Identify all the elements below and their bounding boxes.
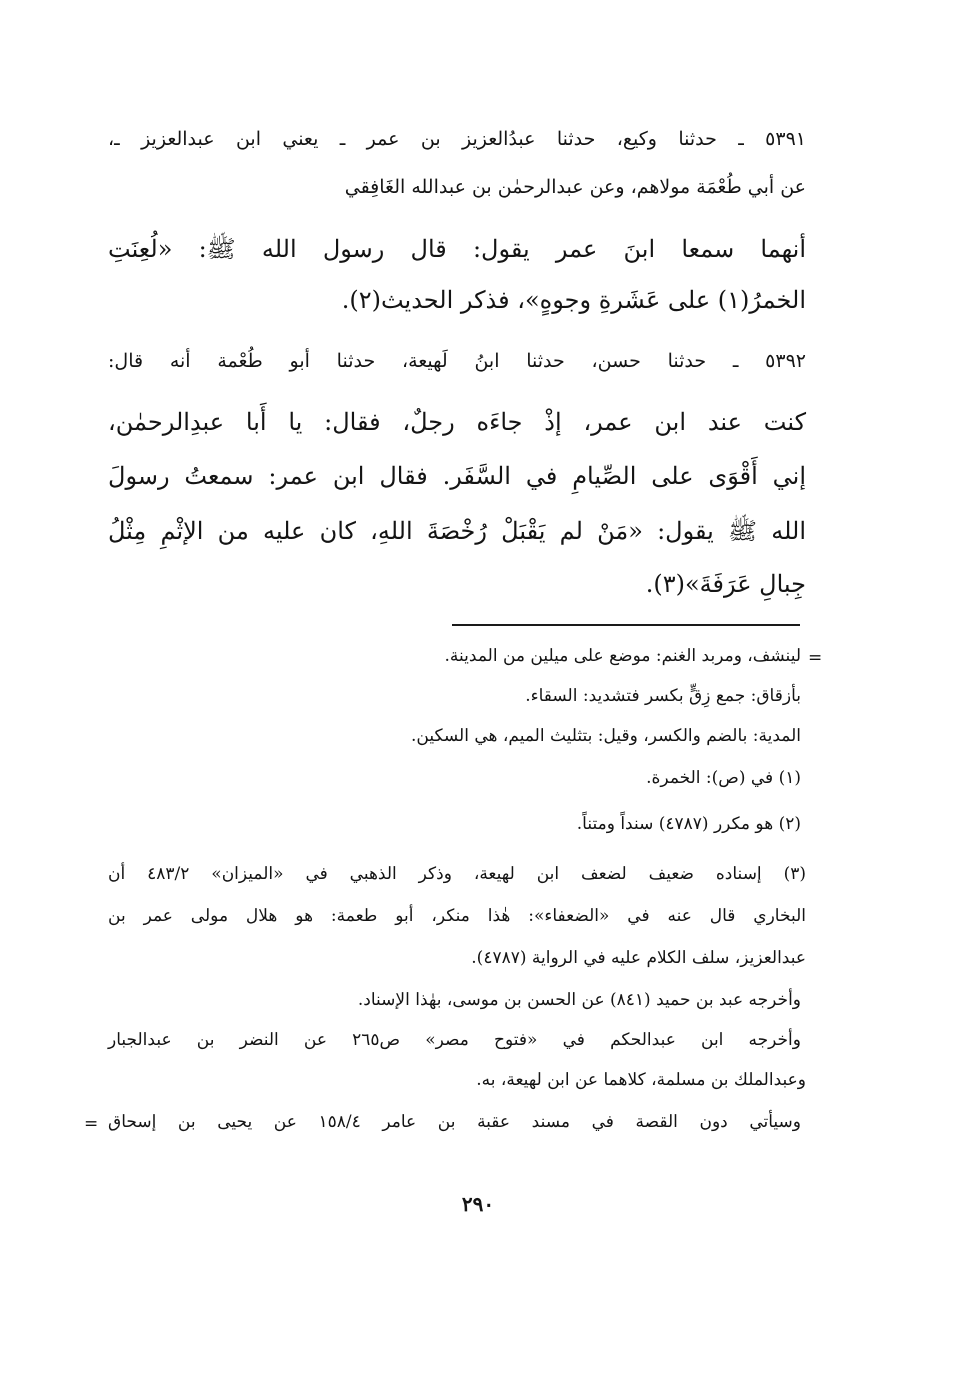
hadith-5391-matn-line-2: الخمرُ(١) على عَشَرةِ وجوهٍ»، فذكر الحديث(٢). [341, 286, 806, 314]
footnote-3-line-5: وأخرجه ابن عبدالحكم في «فتوح مصر» ص٢٦٥ عن النضر بن عبدالجبار [108, 1030, 801, 1050]
hadith-5392-matn-line-4: جِبالِ عَرَفَةَ»(٣). [645, 570, 806, 598]
footnote-prev-line-2: بأزقاق: جمع زِقٍّ بكسر فتشديد: السقاء. [525, 686, 801, 706]
hadith-5392-matn-line-1: كنت عند ابن عمر، إذْ جاءَه رجلٌ، فقال: يا أَبا عبدِالرحمٰن، [108, 408, 806, 436]
hadith-5392-isnad-line-1: ٥٣٩٢ ـ حدثنا حسن، حدثنا ابنُ لَهيعة، حدثنا أبو طُعْمة أنه قال: [108, 350, 806, 372]
continuation-mark-end: = [84, 1114, 99, 1134]
hadith-5391-isnad-line-2: عن أبي طُعْمَة مولاهم، وعن عبدالرحمٰن بن عبدالله الغَافِقي [344, 176, 806, 198]
footnote-prev-line-3: المدية: بالضم والكسر، وقيل: بتثليث الميم، هي السكين. [411, 726, 801, 746]
hadith-5392-matn-line-3: الله ﷺ يقول: «مَنْ لم يَقْبَلْ رُخْصَةَ اللهِ، كان عليه من الإثْمِ مِثْلُ [108, 517, 806, 545]
hadith-5391-matn-line-1: أنهما سمعا ابنَ عمر يقول: قال رسول الله ﷺ: «لُعِنَتِ [108, 235, 806, 263]
page-number: ٢٩٠ [461, 1192, 495, 1216]
hadith-5391-isnad-line-1: ٥٣٩١ ـ حدثنا وكيع، حدثنا عبدُالعزيز بن عمر ـ يعني ابن عبدالعزيز ـ، [108, 128, 806, 150]
footnote-3-line-7: وسيأتي دون القصة في مسند عقبة بن عامر ١٥٨/٤ عن يحيى بن إسحاق [108, 1112, 801, 1132]
footnote-separator [452, 624, 800, 626]
footnote-3-line-2: البخاري قال عنه في «الضعفاء»: هٰذا منكر، أبو طعمة: هو هلال مولى عمر بن [108, 906, 806, 926]
hadith-5392-matn-line-2: إني أَقْوَى على الصِّيامِ في السَّفَر. فقال ابن عمر: سمعتُ رسولَ [108, 462, 806, 490]
continuation-mark-start: = [808, 648, 823, 668]
footnote-3-line-1: (٣) إسناده ضعيف لضعف ابن لهيعة، وذكر الذهبي في «الميزان» ٤٨٣/٢ أن [108, 864, 806, 884]
footnote-3-line-6: وعبدالملك بن مسلمة، كلاهما عن ابن لهيعة، به. [476, 1070, 806, 1090]
footnote-prev-line-1: لينشف، ومربد الغنم: موضع على ميلين من المدينة. [444, 646, 801, 666]
footnote-1: (١) في (ص): الخمرة. [646, 768, 801, 788]
footnote-3-line-3: عبدالعزيز، سلف الكلام عليه في الرواية (٤٧٨٧). [471, 948, 806, 968]
footnote-3-line-4: وأخرجه عبد بن حميد (٨٤١) عن الحسن بن موسى، بهٰذا الإسناد. [357, 990, 801, 1010]
footnote-2: (٢) هو مكرر (٤٧٨٧) سنداً ومتناً. [576, 814, 801, 834]
